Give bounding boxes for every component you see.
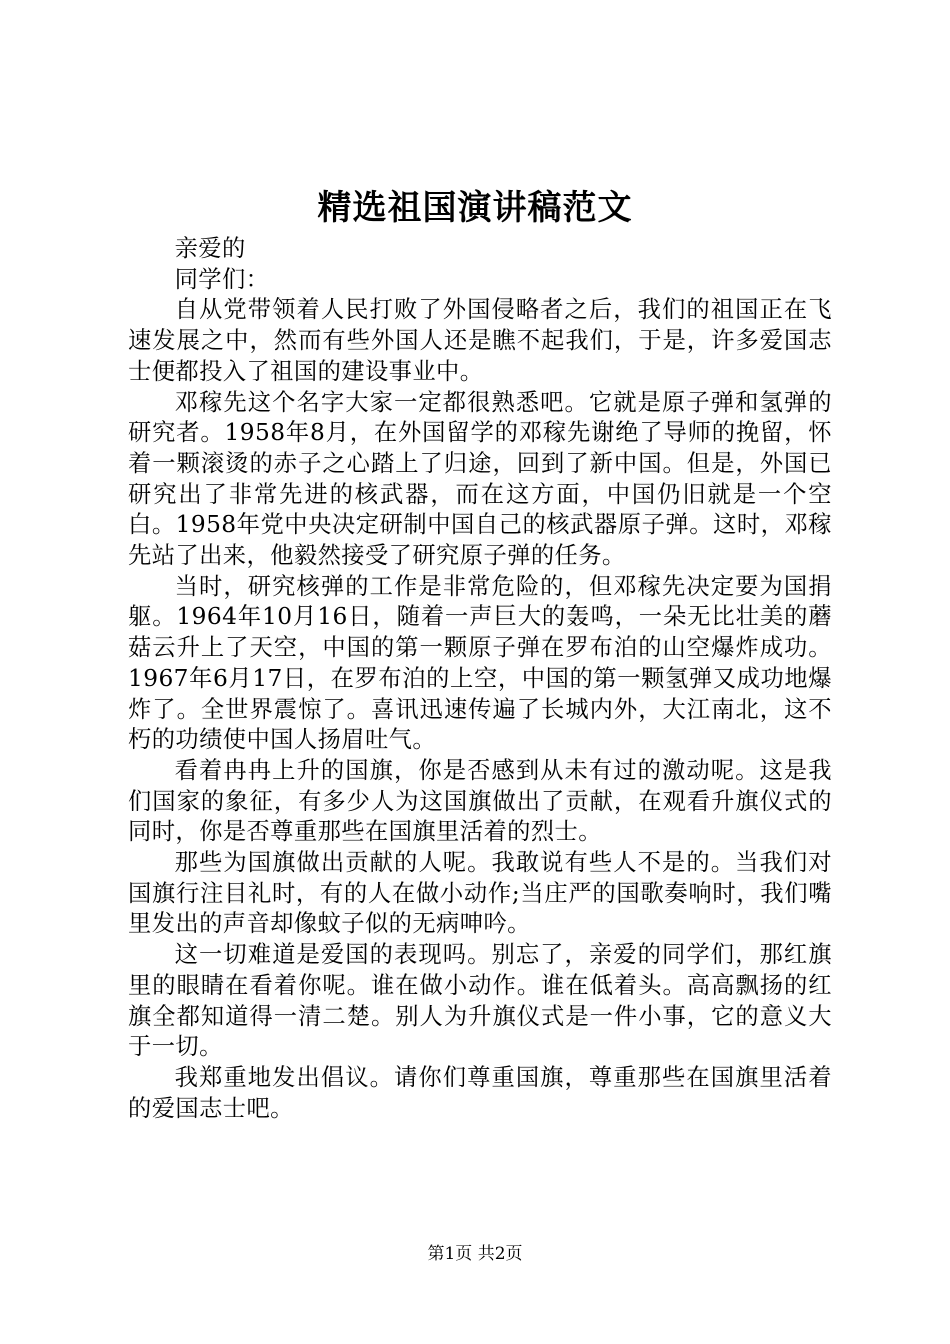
paragraph: 自从党带领着人民打败了外国侵略者之后，我们的祖国正在飞速发展之中，然而有些外国人还是瞧不起我们，于是，许多爱国志士便都投入了祖国的建设事业中。 bbox=[128, 296, 832, 385]
document-body bbox=[128, 234, 832, 1124]
paragraph: 我郑重地发出倡议。请你们尊重国旗，尊重那些在国旗里活着的爱国志士吧。 bbox=[128, 1063, 832, 1122]
salutation-line-1: 亲爱的 bbox=[174, 235, 246, 262]
paragraph: 当时，研究核弹的工作是非常危险的，但邓稼先决定要为国捐躯。1964年10月16日，随着一声巨大的轰鸣，一朵无比壮美的蘑菇云升上了天空，中国的第一颗原子弹在罗布泊的山空爆炸成功。1967年6月17日，在罗布泊的上空，中国的第一颗氢弹又成功地爆炸了。全世界震惊了。喜讯迅速传遍了长城内外，大江南北，这不朽的功绩使中国人扬眉吐气。 bbox=[128, 572, 832, 754]
paragraph: 邓稼先这个名字大家一定都很熟悉吧。它就是原子弹和氢弹的研究者。1958年8月，在外国留学的邓稼先谢绝了导师的挽留，怀着一颗滚烫的赤子之心踏上了归途，回到了新中国。但是，外国已研究出了非常先进的核武器，而在这方面，中国仍旧就是一个空白。1958年党中央决定研制中国自己的核武器原子弹。这时，邓稼先站了出来，他毅然接受了研究原子弹的任务。 bbox=[128, 388, 832, 570]
paragraph: 看着冉冉上升的国旗，你是否感到从未有过的激动呢。这是我们国家的象征，有多少人为这国旗做出了贡献，在观看升旗仪式的同时，你是否尊重那些在国旗里活着的烈士。 bbox=[128, 756, 832, 846]
page-footer: 第1页 共2页 bbox=[427, 1244, 523, 1264]
document-title: 精选祖国演讲稿范文 bbox=[317, 188, 633, 228]
paragraph: 那些为国旗做出贡献的人呢。我敢说有些人不是的。当我们对国旗行注目礼时，有的人在做小动作;当庄严的国歌奏响时，我们嘴里发出的声音却像蚊子似的无病呻吟。 bbox=[128, 849, 832, 938]
salutation-line-2: 同学们： bbox=[174, 265, 270, 293]
paragraph: 这一切难道是爱国的表现吗。别忘了，亲爱的同学们，那红旗里的眼睛在看着你呢。谁在做小动作。谁在低着头。高高飘扬的红旗全都知道得一清二楚。别人为升旗仪式是一件小事，它的意义大于一切。 bbox=[128, 941, 832, 1061]
